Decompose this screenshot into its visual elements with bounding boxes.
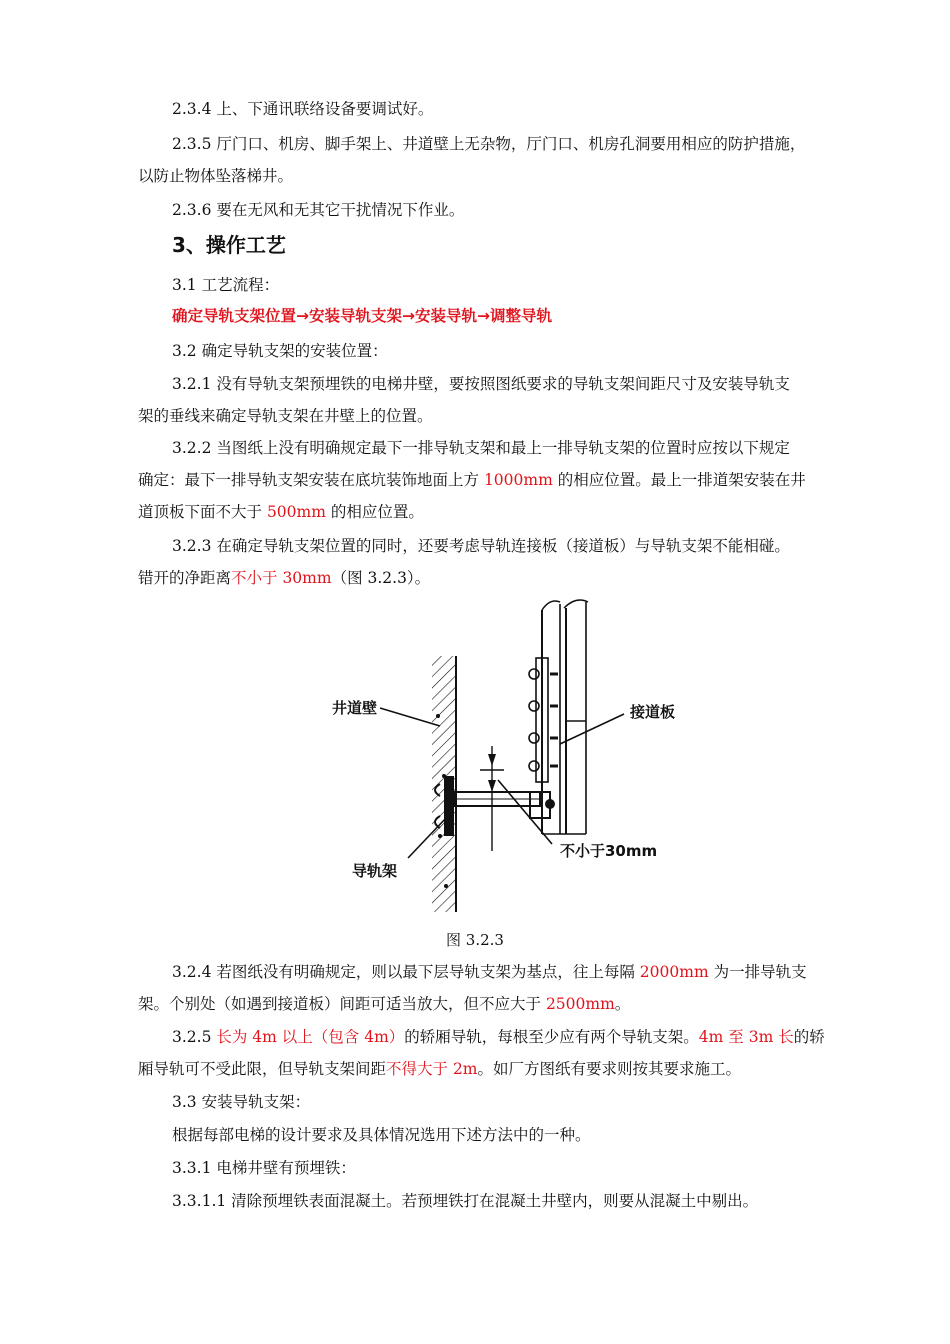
label-guide-bracket: 导轨架	[352, 862, 398, 880]
highlight-1000mm: 1000mm	[483, 471, 553, 489]
highlight-500mm: 500mm	[266, 503, 326, 521]
guide-rail	[542, 600, 588, 834]
highlight-4m-to-3m: 4m 至 3m 长	[698, 1028, 794, 1046]
text-span: 架。个别处（如遇到接道板）间距可适当放大，但不应大于	[138, 995, 546, 1013]
paragraph-3-2-3-line1: 3.2.3 在确定导轨支架位置的同时，还要考虑导轨连接板（接道板）与导轨支架不能相碰。	[172, 537, 790, 555]
joint-plate	[529, 658, 558, 782]
highlight-2500mm: 2500mm	[545, 995, 615, 1013]
text-span: 3.2.4 若图纸没有明确规定，则以最下层导轨支架为基点，往上每隔	[172, 963, 640, 981]
paragraph-3-1: 3.1 工艺流程：	[172, 276, 280, 294]
text-span: 道顶板下面不大于	[138, 503, 267, 521]
process-flow: 确定导轨支架位置→安装导轨支架→安装导轨→调整导轨	[172, 307, 552, 325]
paragraph-3-2-1-line2: 架的垂线来确定导轨支架在井壁上的位置。	[138, 407, 433, 425]
paragraph-3-2-2-line1: 3.2.2 当图纸上没有明确规定最下一排导轨支架和最上一排导轨支架的位置时应按以下规定	[172, 439, 790, 457]
text-span: （图 3.2.3）。	[331, 569, 431, 587]
text-span: 3.2.5	[172, 1028, 217, 1046]
label-joint-plate: 接道板	[630, 703, 676, 721]
bracket-diagram	[320, 596, 690, 916]
highlight-max-2m: 不得大于 2m	[386, 1060, 478, 1078]
paragraph-3-2-2-line2	[138, 470, 806, 490]
paragraph-3-2: 3.2 确定导轨支架的安装位置：	[172, 342, 388, 360]
text-span: 的相应位置。	[325, 503, 424, 521]
highlight-4m-above: 长为 4m 以上（包含 4m）	[216, 1028, 405, 1046]
highlight-2000mm: 2000mm	[639, 963, 709, 981]
paragraph-3-3: 3.3 安装导轨支架：	[172, 1093, 311, 1111]
paragraph-3-2-3-line2	[138, 568, 430, 588]
label-min-gap: 不小于30mm	[560, 842, 658, 860]
paragraph-2-3-4: 2.3.4 上、下通讯联络设备要调试好。	[172, 100, 434, 118]
paragraph-2-3-5-line2: 以防止物体坠落梯井。	[138, 167, 294, 185]
leader-gap	[498, 780, 552, 844]
text-span: 错开的净距离	[138, 569, 232, 587]
paragraph-2-3-5-line1: 2.3.5 厅门口、机房、脚手架上、井道壁上无杂物，厅门口、机房孔洞要用相应的防护措施，	[172, 135, 806, 153]
paragraph-3-2-5-line1	[172, 1027, 825, 1047]
text-span: 的轿厢导轨，每根至少应有两个导轨支架。	[404, 1028, 699, 1046]
paragraph-3-2-2-line3	[138, 502, 424, 522]
text-span: 。如厂方图纸有要求则按其要求施工。	[477, 1060, 742, 1078]
text-span: 为一排导轨支	[708, 963, 807, 981]
paragraph-3-2-5-line2	[138, 1059, 741, 1079]
text-span: 的轿	[793, 1028, 825, 1046]
text-span: 确定：最下一排导轨支架安装在底坑装饰地面上方	[138, 471, 484, 489]
paragraph-3-2-4-line1	[172, 962, 807, 982]
paragraph-3-3-1: 3.3.1 电梯井壁有预埋铁：	[172, 1159, 356, 1177]
paragraph-3-2-4-line2	[138, 994, 630, 1014]
paragraph-3-3-note: 根据每部电梯的设计要求及具体情况选用下述方法中的一种。	[172, 1126, 591, 1144]
paragraph-2-3-6: 2.3.6 要在无风和无其它干扰情况下作业。	[172, 201, 465, 219]
leader-wall	[380, 708, 440, 726]
paragraph-3-2-1-line1: 3.2.1 没有导轨支架预埋铁的电梯井壁，要按照图纸要求的导轨支架间距尺寸及安装导轨支	[172, 375, 790, 393]
highlight-30mm: 不小于 30mm	[231, 569, 332, 587]
text-span: 厢导轨可不受此限，但导轨支架间距	[138, 1060, 387, 1078]
text-span: 。	[614, 995, 631, 1013]
label-shaft-wall: 井道壁	[332, 699, 378, 717]
paragraph-3-3-1-1: 3.3.1.1 清除预埋铁表面混凝土。若预埋铁打在混凝土井壁内，则要从混凝土中剔出。	[172, 1192, 759, 1210]
figure-caption: 图 3.2.3	[446, 931, 504, 949]
section-heading-3: 3、操作工艺	[172, 233, 286, 257]
text-span: 的相应位置。最上一排道架安装在井	[552, 471, 806, 489]
leader-plate	[560, 714, 624, 744]
